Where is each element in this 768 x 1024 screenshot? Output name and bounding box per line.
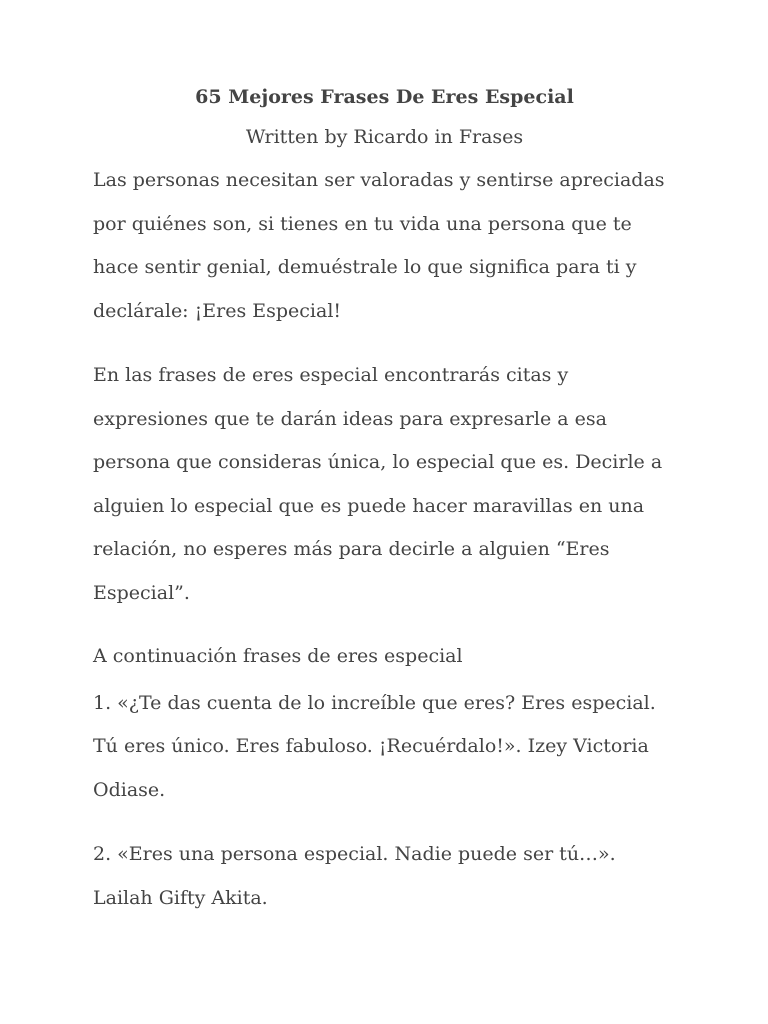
quote-item: 2. «Eres una persona especial. Nadie puede ser tú…». Lailah Gifty Akita. [93,843,616,909]
article [93,82,678,920]
quote-item: 1. «¿Te das cuenta de lo increíble que eres? Eres especial. Tú eres único. Eres fabuloso. ¡Recuérdalo!». Izey Victoria Odiase. [93,691,656,801]
section-heading: A continuación frases de eres especial [93,645,463,667]
article-title: 65 Mejores Frases De Eres Especial [195,86,574,108]
body-paragraph: En las frases de eres especial encontrarás citas y expresiones que te darán ideas para expresarle a esa persona que consideras única, lo especial que es. Decirle a alguien lo especial que es puede hacer maravillas en una relación, no esperes más para decirle a alguien “Eres Especial”. [93,364,663,604]
article-byline: Written by Ricardo in Frases [245,126,524,148]
intro-paragraph: Las personas necesitan ser valoradas y sentirse apreciadas por quiénes son, si tienes en tu vida una persona que te hace sentir genial, demuéstrale lo que significa para ti y declárale: ¡Eres Especial! [93,169,665,322]
